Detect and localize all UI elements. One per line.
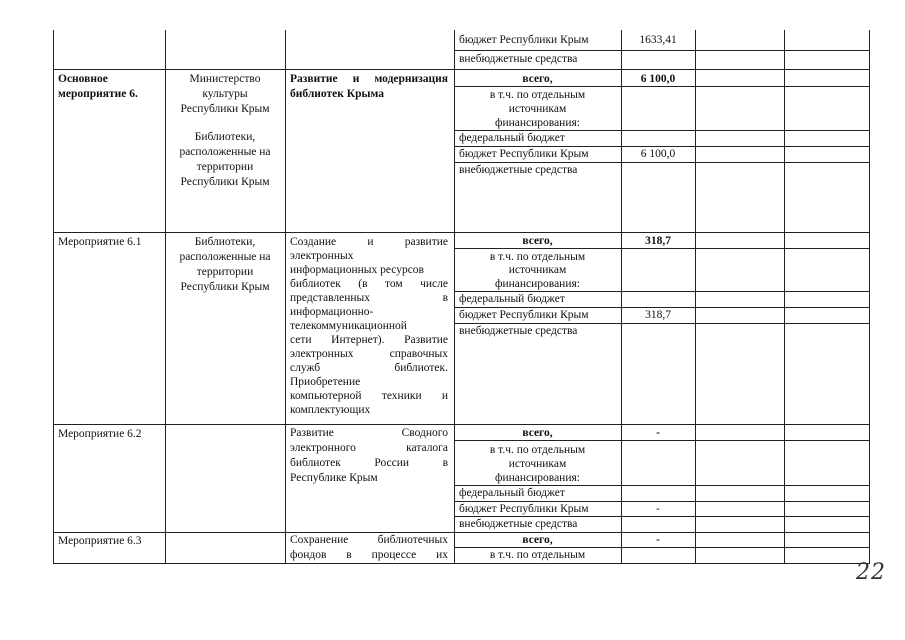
- funding-source: всего,: [522, 73, 553, 85]
- description-line: Развитие и модернизация: [290, 73, 448, 85]
- funding-amount: -: [656, 534, 660, 546]
- description-line: представленных в: [290, 292, 448, 304]
- description-line: фондов в процессе их: [290, 549, 448, 561]
- funding-source: бюджет Республики Крым: [459, 309, 589, 321]
- description-line: компьютерной техники и: [290, 390, 448, 402]
- funding-amount: 6 100,0: [640, 73, 676, 85]
- column-divider: [621, 30, 622, 564]
- funding-source: всего,: [522, 235, 553, 247]
- table-row-border: [53, 232, 870, 233]
- funding-source: финансирования:: [495, 278, 580, 290]
- funding-source: бюджет Республики Крым: [459, 503, 589, 515]
- executor-line: территории: [196, 161, 254, 173]
- description-line: Приобретение: [290, 376, 361, 388]
- table-row-border: [53, 69, 870, 70]
- funding-source: всего,: [522, 534, 553, 546]
- measure-name: Мероприятие 6.2: [58, 428, 142, 440]
- description-line: телекоммуникационной: [290, 320, 407, 332]
- table-border-left: [53, 30, 54, 564]
- description-line: сети Интернет). Развитие: [290, 334, 448, 346]
- funding-source: всего,: [522, 427, 553, 439]
- measure-name: Мероприятие 6.3: [58, 535, 142, 547]
- funding-source: источникам: [508, 103, 567, 115]
- table-border-bottom: [53, 563, 870, 564]
- funding-source: в т.ч. по отдельным: [489, 444, 586, 456]
- table-row-border: [53, 424, 870, 425]
- executor-line: культуры: [202, 88, 248, 100]
- executor-line: Республики Крым: [180, 103, 270, 115]
- description-line: комплектующих: [290, 404, 371, 416]
- funding-source: внебюджетные средства: [459, 518, 578, 530]
- funding-source: финансирования:: [495, 117, 580, 129]
- description-line: Развитие Сводного: [290, 427, 448, 439]
- description-line: Республике Крым: [290, 472, 378, 484]
- funding-source: источникам: [508, 458, 567, 470]
- description-line: библиотек (в том числе: [290, 278, 448, 290]
- funding-amount: -: [656, 503, 660, 515]
- funding-source: федеральный бюджет: [459, 487, 565, 499]
- funding-source: в т.ч. по отдельным: [489, 89, 586, 101]
- funding-source: бюджет Республики Крым: [459, 34, 589, 46]
- executor-line: расположенные на: [179, 251, 271, 263]
- executor-line: Республики Крым: [180, 176, 270, 188]
- column-divider: [784, 30, 785, 564]
- funding-amount: 318,7: [645, 235, 671, 247]
- executor-line: расположенные на: [179, 146, 271, 158]
- funding-source: внебюджетные средства: [459, 164, 578, 176]
- funding-amount: 318,7: [645, 309, 671, 321]
- table-border-right: [869, 30, 870, 564]
- description-line: информационно-: [290, 306, 374, 318]
- funding-source: федеральный бюджет: [459, 132, 565, 144]
- measure-name: Основное мероприятие 6.: [58, 73, 138, 100]
- description-line: библиотек России в: [290, 457, 448, 469]
- funding-source: финансирования:: [495, 472, 580, 484]
- description-line: электронного каталога: [290, 442, 448, 454]
- page-number: 22: [856, 560, 886, 585]
- description-line: Создание и развитие: [290, 236, 448, 248]
- description-line: библиотек Крыма: [290, 88, 384, 100]
- funding-source: внебюджетные средства: [459, 325, 578, 337]
- executor-line: Министерство: [189, 73, 261, 85]
- funding-source: федеральный бюджет: [459, 293, 565, 305]
- executor-line: Библиотеки,: [194, 236, 256, 248]
- funding-amount: -: [656, 427, 660, 439]
- funding-source: внебюджетные средства: [459, 53, 578, 65]
- description-line: информационных ресурсов: [290, 264, 424, 276]
- column-divider: [285, 30, 286, 564]
- funding-amount: 1633,41: [639, 34, 677, 46]
- funding-source: в т.ч. по отдельным: [489, 549, 586, 561]
- funding-source: в т.ч. по отдельным: [489, 251, 586, 263]
- column-divider: [695, 30, 696, 564]
- executor-line: территории: [196, 266, 254, 278]
- description-line: Сохранение библиотечных: [290, 534, 448, 546]
- funding-source: бюджет Республики Крым: [459, 148, 589, 160]
- description-line: электронных справочных: [290, 348, 448, 360]
- executor-line: Библиотеки,: [194, 131, 256, 143]
- funding-source: источникам: [508, 264, 567, 276]
- funding-amount: 6 100,0: [640, 148, 676, 160]
- description-line: электронных: [290, 250, 354, 262]
- description-line: служб библиотек.: [290, 362, 448, 374]
- measure-name: Мероприятие 6.1: [58, 236, 142, 248]
- executor-line: Республики Крым: [180, 281, 270, 293]
- funding-row-border: [454, 50, 870, 51]
